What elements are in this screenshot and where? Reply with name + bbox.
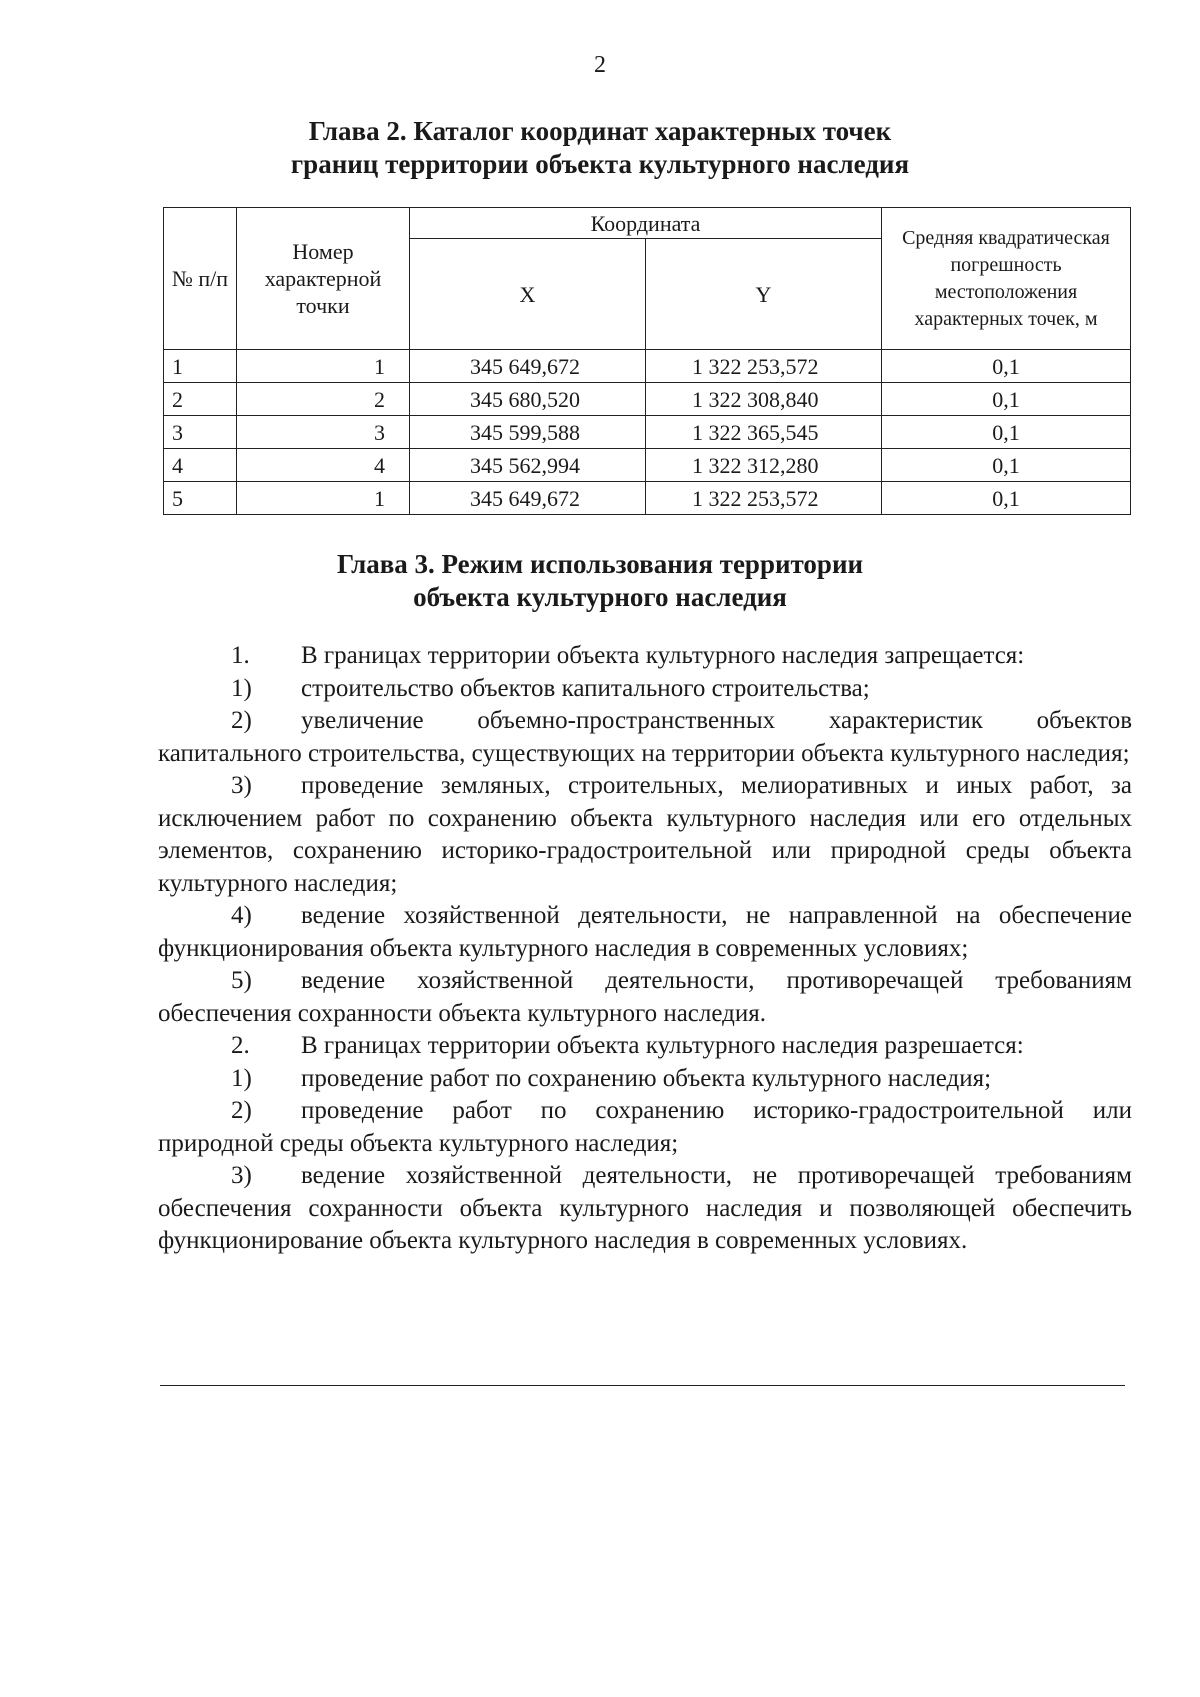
chapter-2-title-line-1: Глава 2. Каталог координат характерных точек [308,116,892,146]
header-coordinate: Координата [410,208,882,239]
cell-x: 345 649,672 [410,350,646,383]
cell-y: 1 322 365,545 [646,416,882,449]
header-y: Y [646,239,882,350]
chapter-3-title [0,548,1200,614]
cell-y: 1 322 308,840 [646,383,882,416]
list-item [158,900,1132,965]
chapter-3-title-line-1: Глава 3. Режим использования территории [336,549,864,579]
item-marker: 2) [231,707,252,734]
page-number: 2 [594,52,606,78]
coordinates-table [163,207,1131,515]
item-marker: 4) [231,902,252,929]
list-item [158,673,1132,706]
list-item [158,705,1132,770]
cell-point: 4 [237,449,410,482]
item-text: проведение земляных, строительных, мелиоративных и иных работ, за исключением работ по сохранению объекта культурного наследия или его отдельных элементов, сохранению историко-градостроительной или природной среды объекта культурного наследия; [158,772,1132,897]
cell-accuracy: 0,1 [882,416,1131,449]
cell-accuracy: 0,1 [882,383,1131,416]
cell-point: 2 [237,383,410,416]
list-item [158,770,1132,900]
cell-num: 5 [164,482,237,515]
table-row [164,482,1131,515]
item-text: проведение работ по сохранению объекта культурного наследия; [301,1064,992,1092]
list-item [158,965,1132,1030]
list-item [158,1160,1132,1258]
item-text: В границах территории объекта культурного наследия разрешается: [301,1032,1024,1059]
item-text: В границах территории объекта культурного наследия запрещается: [301,642,1025,669]
item-text: проведение работ по сохранению историко-градостроительной или природной среды объекта культурного наследия; [158,1097,1132,1157]
table-row [164,350,1131,383]
header-num: № п/п [164,208,237,350]
list-item [158,1095,1132,1160]
item-marker: 3) [231,772,252,799]
header-point-number: Номер характерной точки [237,208,410,350]
cell-y: 1 322 312,280 [646,449,882,482]
item-text: ведение хозяйственной деятельности, не противоречащей требованиям обеспечения сохранности объекта культурного наследия и позволяющей обеспечить функционирование объекта культурного наследия в современных условиях. [158,1162,1132,1254]
chapter-3-title-line-2: объекта культурного наследия [413,582,787,612]
cell-accuracy: 0,1 [882,449,1131,482]
bottom-divider [160,1385,1125,1386]
list-item [158,640,1132,673]
cell-y: 1 322 253,572 [646,482,882,515]
chapter-2-title [0,115,1200,181]
cell-point: 1 [237,482,410,515]
cell-accuracy: 0,1 [882,482,1131,515]
cell-point: 3 [237,416,410,449]
cell-point: 1 [237,350,410,383]
item-text: ведение хозяйственной деятельности, не направленной на обеспечение функционирования объекта культурного наследия в современных условиях; [158,902,1132,962]
table-row [164,449,1131,482]
item-text: ведение хозяйственной деятельности, противоречащей требованиям обеспечения сохранности объекта культурного наследия. [158,967,1132,1027]
item-marker: 2. [231,1032,250,1059]
cell-num: 4 [164,449,237,482]
item-marker: 2) [231,1097,252,1124]
cell-x: 345 599,588 [410,416,646,449]
cell-x: 345 649,672 [410,482,646,515]
cell-y: 1 322 253,572 [646,350,882,383]
item-marker: 3) [231,1162,252,1189]
chapter-2-title-line-2: границ территории объекта культурного наследия [290,149,910,179]
cell-x: 345 562,994 [410,449,646,482]
cell-num: 2 [164,383,237,416]
header-x: X [410,239,646,350]
list-item [158,1030,1132,1063]
cell-num: 3 [164,416,237,449]
table-row [164,416,1131,449]
item-text: строительство объектов капитального строительства; [301,674,870,702]
cell-x: 345 680,520 [410,383,646,416]
cell-accuracy: 0,1 [882,350,1131,383]
item-marker: 1) [231,674,252,702]
list-item [158,1063,1132,1096]
item-marker: 1. [231,642,250,669]
item-marker: 1) [231,1064,252,1092]
item-marker: 5) [231,967,252,994]
table-row [164,383,1131,416]
chapter-3-body [158,640,1132,1258]
cell-num: 1 [164,350,237,383]
item-text: увеличение объемно-пространственных характеристик объектов капитального строительства, существующих на территории объекта культурного наследия; [158,707,1132,767]
header-accuracy: Средняя квадратическая погрешность местоположения характерных точек, м [882,208,1131,350]
